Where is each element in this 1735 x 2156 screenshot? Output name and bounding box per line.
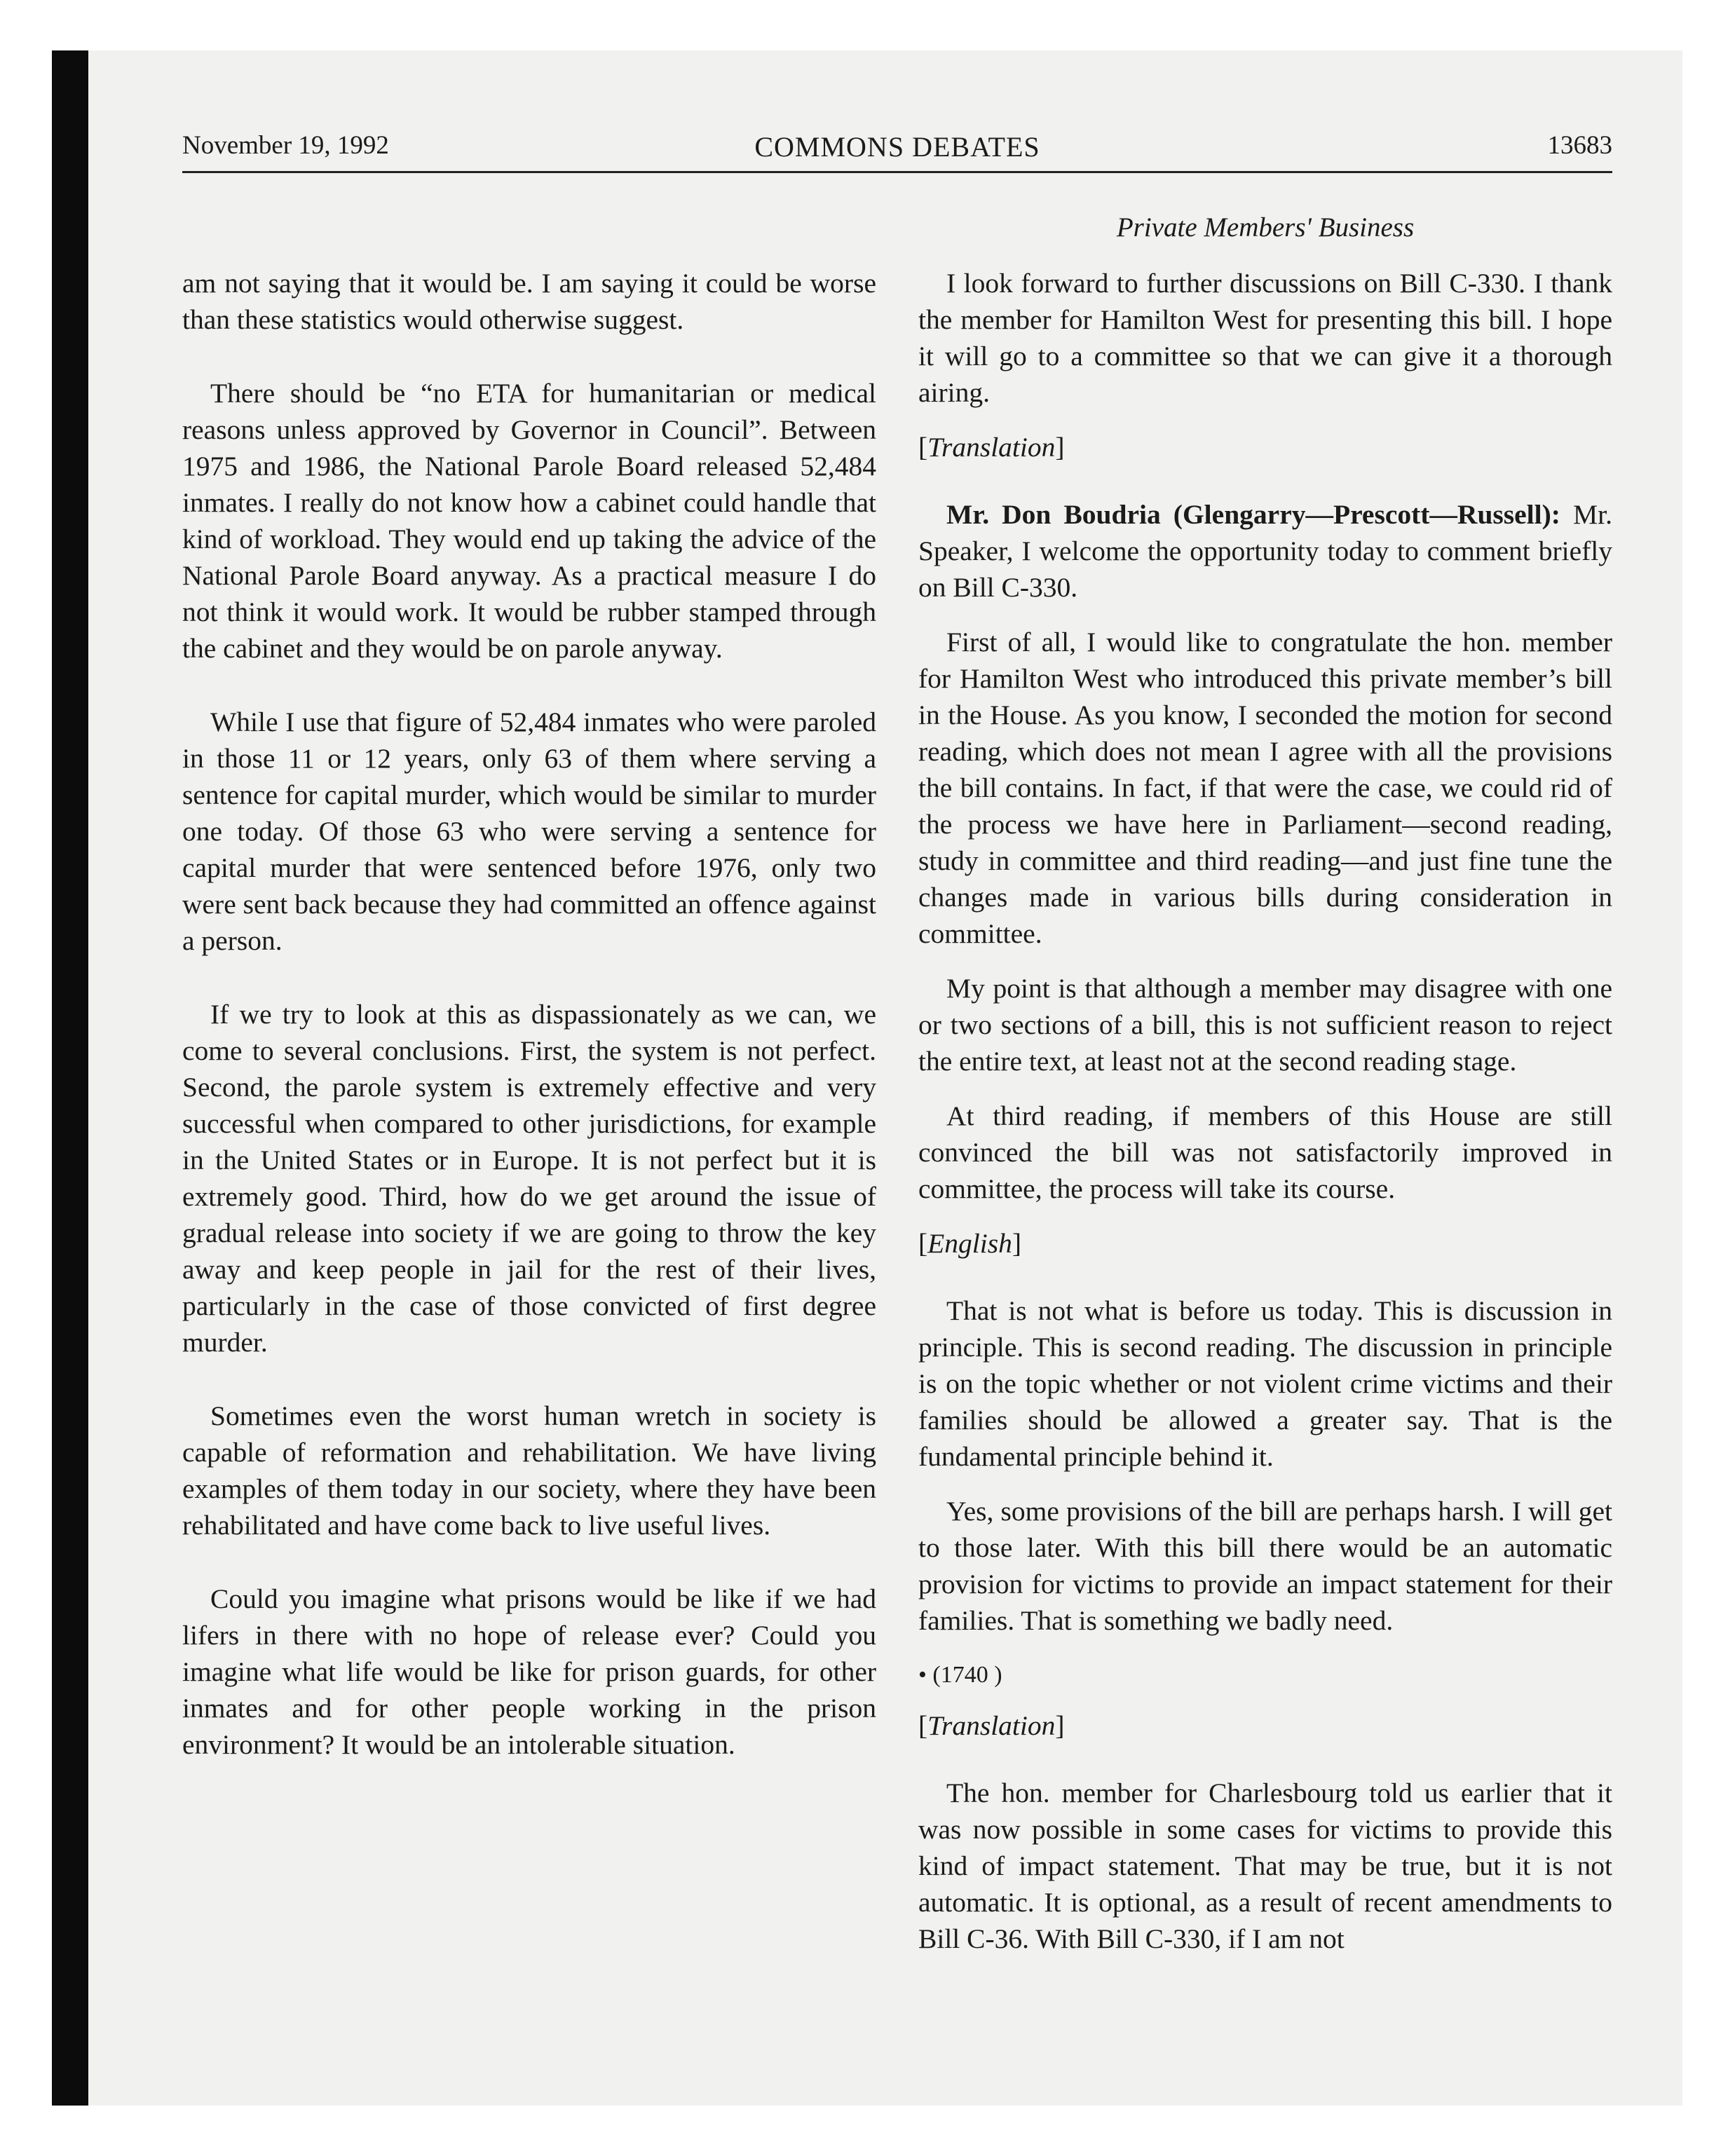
paragraph: First of all, I would like to congratulate the hon. member for Hamilton West who introduced this private member’s bill in the House. As you know, I seconded the motion for second reading, which does not mean I agree with all the provisions the bill contains. In fact, if that were the case, we could rid of the process we have here in Parliament—second reading, study in committee and third reading—and just fine tune the changes made in various bills during consideration in committee. — [918, 627, 1612, 949]
header-rule — [182, 171, 1612, 173]
paragraph: Sometimes even the worst human wretch in society is capable of reformation and rehabilitation. We have living examples of them today in our society, where they have been rehabilitated and have come back to live useful lives. — [182, 1400, 876, 1541]
paragraph: I look forward to further discussions on Bill C-330. I thank the member for Hamilton West for presenting this bill. I hope it will go to a committee so that we can give it a thorough airing. — [918, 268, 1612, 408]
speaker-paragraph — [918, 496, 1612, 606]
header-title: COMMONS DEBATES — [754, 131, 1040, 163]
note-text: Translation — [927, 1710, 1056, 1741]
timestamp: • (1740 ) — [918, 1662, 1002, 1688]
paragraph: The hon. member for Charlesbourg told us earlier that it was now possible in some cases for victims to provide this kind of impact statement. That may be true, but it is not automatic. It is optional, as a result of recent amendments to Bill C-36. With Bill C-330, if I am not — [918, 1778, 1612, 1954]
paragraph: While I use that figure of 52,484 inmates who were paroled in those 11 or 12 years, only 63 of them where serving a sentence for capital murder, which would be similar to murder one today. Of those 63 who were serving a sentence for capital murder that were sentenced before 1976, only two were sent back because they had committed an offence against a person. — [182, 707, 876, 956]
speaker-text: Mr. Speaker, I welcome the opportunity today to comment briefly on Bill C-330. — [918, 499, 1612, 603]
translation-note: [Translation] — [918, 1710, 1065, 1741]
page-number: 13683 — [1547, 131, 1612, 160]
paragraph: My point is that although a member may disagree with one or two sections of a bill, this is not sufficient reason to reject the entire text, at least not at the second reading stage. — [918, 973, 1612, 1077]
right-column — [918, 265, 1612, 1975]
paragraph: If we try to look at this as dispassionately as we can, we come to several conclusions. First, the system is not perfect. Second, the parole system is extremely effective and very successful when compared to other jurisdictions, for example in the United States or in Europe. It is not perfect but it is extremely good. Third, how do we get around the issue of gradual release into society if we are going to throw the key away and keep people in jail for the rest of their lives, particularly in the case of those convicted of first degree murder. — [182, 999, 876, 1358]
section-heading: Private Members' Business — [1116, 212, 1415, 243]
paragraph: That is not what is before us today. This is discussion in principle. This is second reading. The discussion in principle is on the topic whether or not violent crime victims and their families should be allowed a greater say. That is the fundamental principle behind it. — [918, 1295, 1612, 1472]
header-date: November 19, 1992 — [182, 131, 389, 160]
speaker-name: Mr. Don Boudria (Glengarry—Prescott—Russell): — [946, 499, 1560, 530]
paragraph: Yes, some provisions of the bill are perhaps harsh. I will get to those later. With this bill there would be an automatic provision for victims to provide an impact statement for their families. That is something we badly need. — [918, 1496, 1612, 1636]
paragraph: At third reading, if members of this House are still convinced the bill was not satisfactorily improved in committee, the process will take its course. — [918, 1100, 1612, 1204]
paragraph: am not saying that it would be. I am saying it could be worse than these statistics would otherwise suggest. — [182, 268, 876, 335]
note-text: Translation — [927, 432, 1056, 463]
paragraph: There should be “no ETA for humanitarian or medical reasons unless approved by Governor in Council”. Between 1975 and 1986, the National Parole Board released 52,484 inmates. I really do not know how a cabinet could handle that kind of workload. They would end up taking the advice of the National Parole Board anyway. As a practical measure I do not think it would work. It would be rubber stamped through the cabinet and they would be on parole anyway. — [182, 378, 876, 664]
left-column — [182, 265, 876, 1800]
page-header — [182, 130, 1612, 170]
translation-note: [Translation] — [918, 432, 1065, 463]
scan-border — [52, 50, 88, 2106]
paragraph: Could you imagine what prisons would be like if we had lifers in there with no hope of release ever? Could you imagine what life would be like for prison guards, for other inmates and for other people working in the prison environment? It would be an intolerable situation. — [182, 1583, 876, 1760]
note-text: English — [927, 1228, 1012, 1259]
translation-note: [English] — [918, 1228, 1022, 1259]
